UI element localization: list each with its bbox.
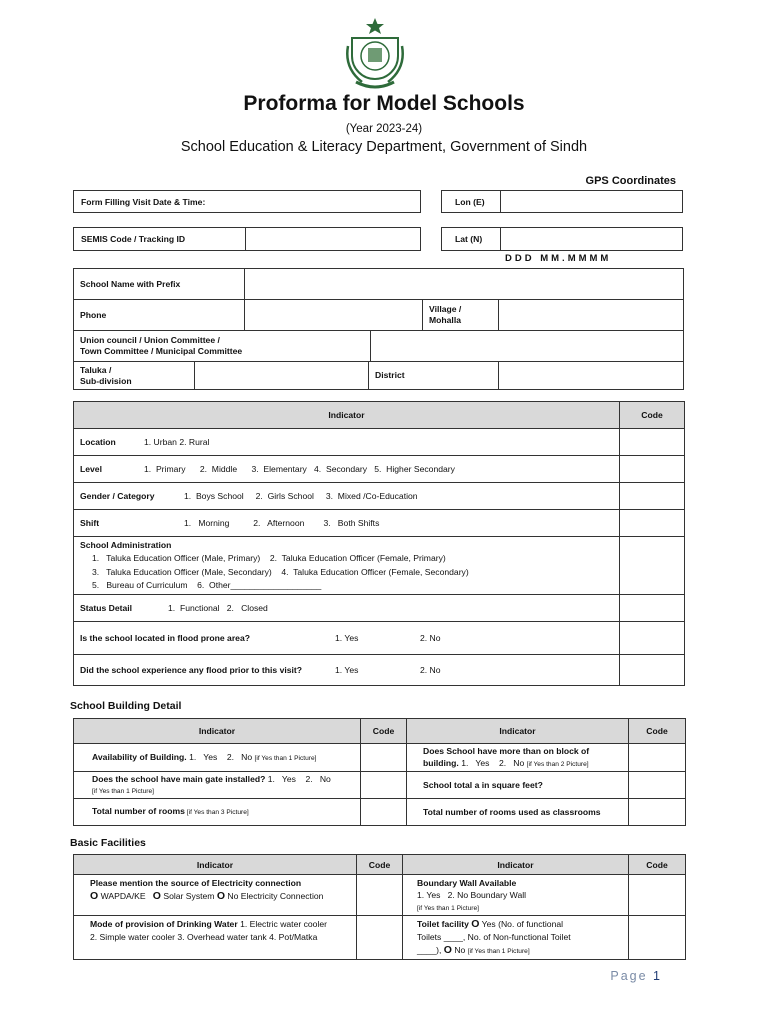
lon-field[interactable] — [441, 190, 683, 213]
document-title: Proforma for Model Schools — [243, 92, 525, 115]
district-input[interactable] — [499, 362, 684, 390]
coordinate-format: DDD MM.MMMM — [505, 253, 612, 264]
shift-code[interactable] — [620, 510, 685, 537]
square-feet-code[interactable] — [629, 772, 686, 799]
facilities-code-header-left: Code — [357, 855, 403, 875]
drinking-water-code[interactable] — [357, 916, 403, 960]
lat-label: Lat (N) — [455, 234, 483, 244]
facilities-table — [73, 854, 686, 960]
district-label: District — [369, 362, 499, 390]
main-gate-code[interactable] — [361, 772, 407, 799]
building-indicator-header-right: Indicator — [407, 719, 629, 744]
sindh-government-emblem — [342, 16, 408, 94]
blocks-code[interactable] — [629, 744, 686, 772]
indicator-table — [73, 401, 685, 686]
blocks-row: Does School have more than on block of building. 1. Yes 2. No [if Yes than 2 Picture] — [407, 744, 629, 772]
classrooms-code[interactable] — [629, 799, 686, 826]
status-code[interactable] — [620, 595, 685, 622]
village-label: Village / Mohalla — [423, 300, 499, 331]
flood-prone-code[interactable] — [620, 622, 685, 655]
semis-code-label: SEMIS Code / Tracking ID — [81, 234, 186, 244]
taluka-district-table — [73, 361, 684, 390]
building-section-title: School Building Detail — [70, 700, 182, 712]
code-header: Code — [620, 402, 685, 429]
document-year: (Year 2023-24) — [345, 123, 423, 135]
gender-code[interactable] — [620, 483, 685, 510]
flood-experience-row: Did the school experience any flood prior to this visit? 1. Yes 2. No — [74, 655, 620, 686]
phone-label: Phone — [74, 300, 245, 331]
visit-date-field[interactable] — [73, 190, 421, 213]
electricity-code[interactable] — [357, 875, 403, 916]
administration-code[interactable] — [620, 537, 685, 595]
facilities-indicator-header-right: Indicator — [403, 855, 629, 875]
gps-coordinates-title: GPS Coordinates — [585, 175, 676, 187]
lat-field[interactable] — [441, 227, 683, 251]
availability-building-code[interactable] — [361, 744, 407, 772]
toilet-facility-row: Toilet facility O Yes (No. of functional Toilets ____, No. of Non-functional Toilet ____), O No [if Yes than 1 Picture] — [403, 916, 629, 960]
availability-building-row: Availability of Building. 1. Yes 2. No [if Yes than 1 Picture] — [74, 744, 361, 772]
flood-prone-row: Is the school located in flood prone area? 1. Yes 2. No — [74, 622, 620, 655]
phone-input[interactable] — [245, 300, 423, 331]
shift-row: Shift 1. Morning 2. Afternoon 3. Both Shifts — [74, 510, 620, 537]
drinking-water-row: Mode of provision of Drinking Water 1. Electric water cooler 2. Simple water cooler 3. Overhead water tank 4. Pot/Matka — [74, 916, 357, 960]
building-table — [73, 718, 686, 826]
school-info-table — [73, 268, 684, 331]
gender-row: Gender / Category 1. Boys School 2. Girls School 3. Mixed /Co-Education — [74, 483, 620, 510]
boundary-wall-code[interactable] — [629, 875, 686, 916]
taluka-label: Taluka / Sub-division — [74, 362, 195, 390]
toilet-facility-code[interactable] — [629, 916, 686, 960]
electricity-row: Please mention the source of Electricity connection O WAPDA/KE O Solar System O No Electricity Connection — [74, 875, 357, 916]
lon-label: Lon (E) — [455, 197, 485, 207]
taluka-input[interactable] — [195, 362, 369, 390]
visit-date-label: Form Filling Visit Date & Time: — [81, 197, 206, 207]
total-rooms-row: Total number of rooms [if Yes than 3 Picture] — [74, 799, 361, 826]
school-name-label: School Name with Prefix — [74, 269, 245, 300]
classrooms-row: Total number of rooms used as classrooms — [407, 799, 629, 826]
page-number: Page 1 — [610, 969, 662, 983]
school-location-table — [73, 330, 684, 362]
building-code-header-left: Code — [361, 719, 407, 744]
status-row: Status Detail 1. Functional 2. Closed — [74, 595, 620, 622]
union-council-label: Union council / Union Committee / Town Committee / Municipal Committee — [74, 331, 371, 362]
union-council-input[interactable] — [371, 331, 684, 362]
facilities-indicator-header-left: Indicator — [74, 855, 357, 875]
department-name: School Education & Literacy Department, Government of Sindh — [180, 139, 588, 155]
level-code[interactable] — [620, 456, 685, 483]
school-name-input[interactable] — [245, 269, 684, 300]
village-input[interactable] — [499, 300, 684, 331]
total-rooms-code[interactable] — [361, 799, 407, 826]
flood-experience-code[interactable] — [620, 655, 685, 686]
facilities-code-header-right: Code — [629, 855, 686, 875]
square-feet-row: School total a in square feet? — [407, 772, 629, 799]
boundary-wall-row: Boundary Wall Available 1. Yes 2. No Boundary Wall [if Yes than 1 Picture] — [403, 875, 629, 916]
location-code[interactable] — [620, 429, 685, 456]
level-row: Level 1. Primary 2. Middle 3. Elementary 4. Secondary 5. Higher Secondary — [74, 456, 620, 483]
facilities-section-title: Basic Facilities — [70, 837, 146, 849]
administration-row: School Administration 1. Taluka Education Officer (Male, Primary) 2. Taluka Education Officer (Female, Primary) 3. Taluka Education Officer (Male, Secondary) 4. Taluka Education Officer (Female, Secondary) 5. Bureau of Curriculum 6. Other___________________ — [74, 537, 620, 595]
main-gate-row: Does the school have main gate installed? 1. Yes 2. No [if Yes than 1 Picture] — [74, 772, 361, 799]
indicator-header: Indicator — [74, 402, 620, 429]
semis-code-field[interactable] — [73, 227, 421, 251]
building-code-header-right: Code — [629, 719, 686, 744]
location-row: Location 1. Urban 2. Rural — [74, 429, 620, 456]
building-indicator-header-left: Indicator — [74, 719, 361, 744]
